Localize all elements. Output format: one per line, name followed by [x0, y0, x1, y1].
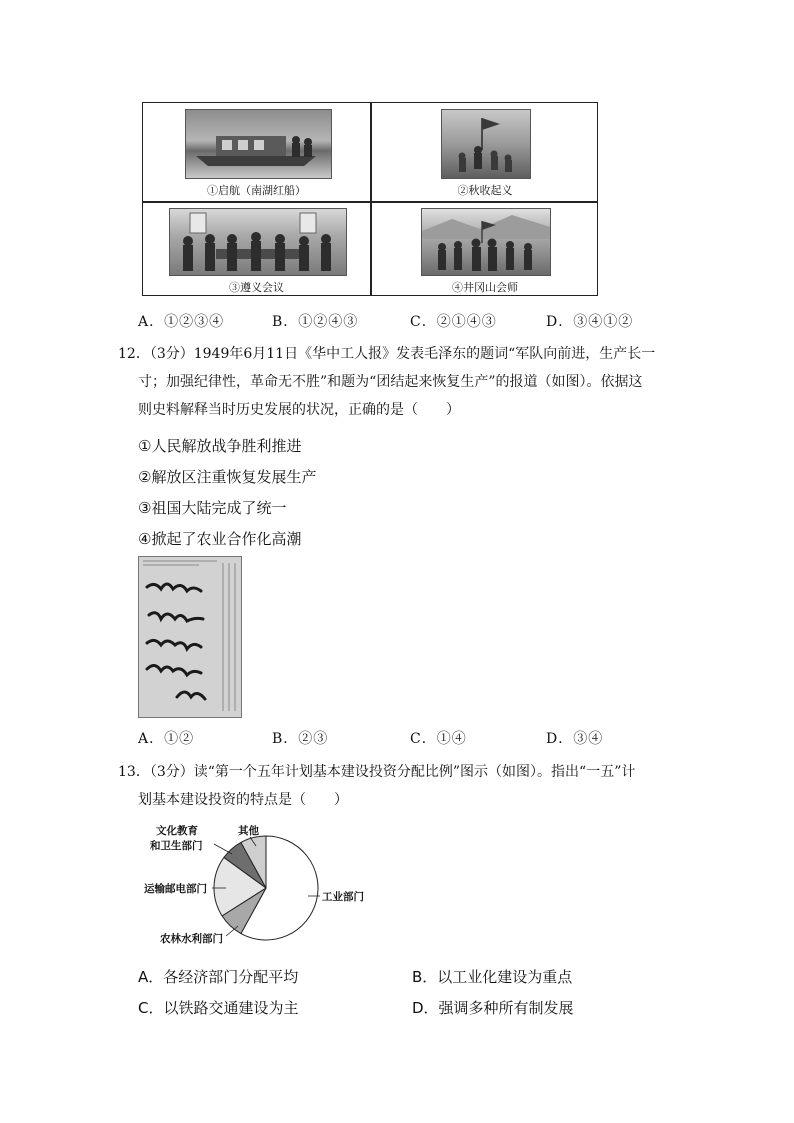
image-caption-3: ③遵义会议 [229, 281, 284, 294]
image-caption-1: ①启航（南湖红船） [207, 184, 306, 197]
q12-option-d[interactable]: D．③④ [546, 731, 604, 747]
label-culture-line-2: 和卫生部门 [150, 840, 203, 852]
q12-stem-line-2: 寸；加强纪律性，革命无不胜”和题为“团结起来恢复生产”的报道（如图）。依据这 [138, 374, 643, 390]
image-caption-2: ②秋收起义 [457, 184, 513, 197]
image-cell-2 [371, 103, 599, 201]
meeting-painting-image [169, 208, 347, 276]
history-image-grid [142, 102, 598, 296]
q12-statement-3: ③祖国大陆完成了统一 [138, 499, 287, 517]
q11-option-a[interactable]: A．①②③④ [138, 314, 225, 330]
label-culture-line-1: 文化教育 [156, 825, 198, 837]
label-transport: 运输邮电部门 [144, 883, 207, 895]
q12-stem-line-1: 12．（3分）1949年6月11日《华中工人报》发表毛泽东的题词“军队向前进，生产长一 [118, 346, 656, 362]
calligraphy-newspaper-image [138, 556, 242, 718]
q11-option-c[interactable]: C．②①④③ [410, 314, 497, 330]
image-cell-4 [371, 202, 599, 297]
q12-option-c[interactable]: C．①④ [410, 731, 467, 747]
q13-option-c[interactable]: C．以铁路交通建设为主 [138, 999, 299, 1017]
image-cell-3 [143, 202, 370, 297]
q12-statement-1: ①人民解放战争胜利推进 [138, 437, 302, 455]
q11-option-b[interactable]: B．①②④③ [272, 314, 359, 330]
q13-stem-line-2: 划基本建设投资的特点是（ ） [138, 792, 348, 808]
q11-option-d[interactable]: D．③④①② [546, 314, 634, 330]
investment-pie-chart [140, 820, 390, 950]
q12-option-a[interactable]: A．①② [138, 731, 195, 747]
boat-painting-image [185, 109, 332, 179]
q13-option-d[interactable]: D．强调多种所有制发展 [412, 999, 574, 1017]
label-agriculture: 农林水利部门 [160, 933, 223, 945]
q13-option-a[interactable]: A．各经济部门分配平均 [138, 968, 299, 986]
image-cell-1 [143, 103, 370, 201]
q12-stem-line-3: 则史料解释当时历史发展的状况，正确的是（ ） [138, 402, 460, 418]
pie-slices [214, 836, 318, 940]
q13-option-b[interactable]: B．以工业化建设为重点 [412, 968, 573, 986]
q13-stem-line-1: 13．（3分）读“第一个五年计划基本建设投资分配比例”图示（如图）。指出“一五”计 [118, 764, 636, 780]
q12-statement-4: ④掀起了农业合作化高潮 [138, 530, 302, 548]
image-caption-4: ④井冈山会师 [452, 281, 518, 294]
gathering-painting-image [421, 208, 551, 276]
uprising-painting-image [441, 109, 531, 179]
q12-statement-2: ②解放区注重恢复发展生产 [138, 468, 317, 486]
label-other: 其他 [238, 825, 259, 837]
q12-option-b[interactable]: B．②③ [272, 731, 329, 747]
label-industry: 工业部门 [322, 891, 364, 903]
